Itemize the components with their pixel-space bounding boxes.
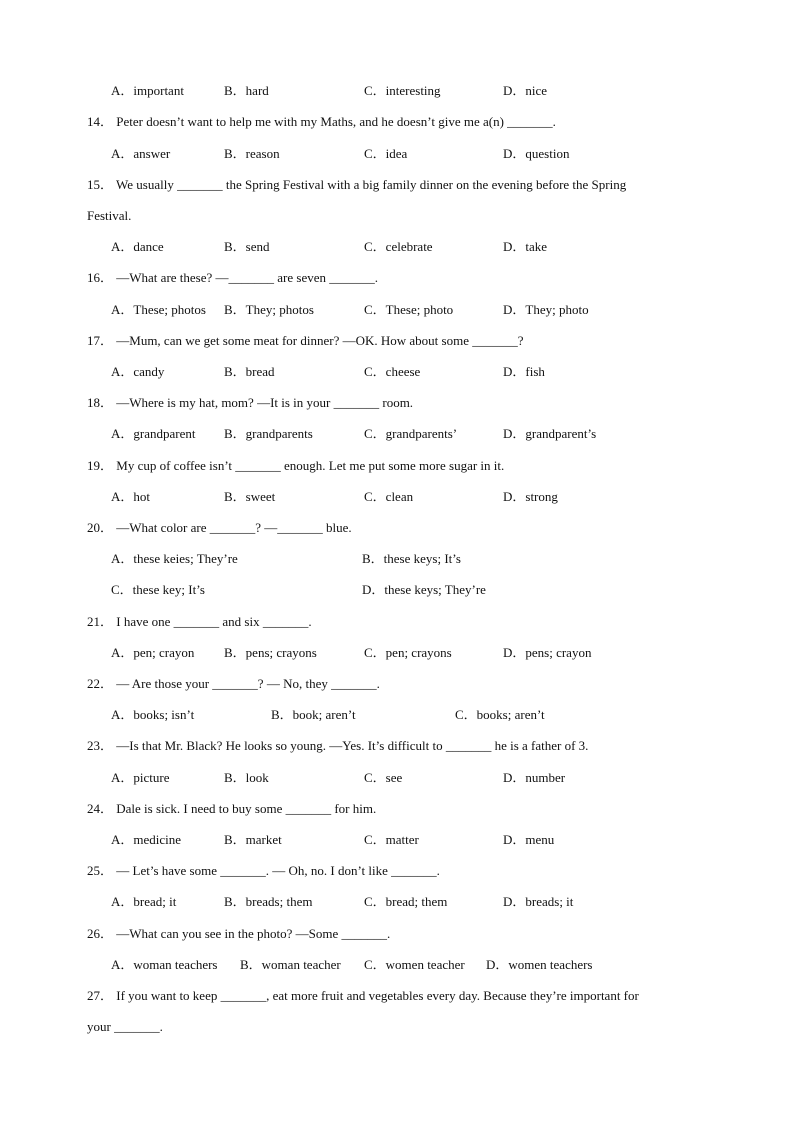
question-number: 26．: [87, 926, 114, 941]
question-stem: [87, 519, 352, 537]
option-letter: A．: [111, 239, 134, 254]
option-letter: B．: [224, 645, 246, 660]
question-stem: [87, 113, 556, 131]
option-letter: B．: [224, 83, 246, 98]
option-text: celebrate: [385, 239, 433, 254]
question-text: —What are these? —_______ are seven _______.: [116, 270, 378, 285]
option-text: idea: [385, 146, 408, 161]
option-letter: A．: [111, 894, 134, 909]
answer-option: [111, 82, 184, 100]
option-text: cheese: [385, 364, 421, 379]
option-text: dance: [133, 239, 164, 254]
option-text: These; photos: [133, 302, 206, 317]
question-number: 20．: [87, 520, 114, 535]
option-text: pens; crayons: [245, 645, 317, 660]
option-letter: C．: [364, 146, 386, 161]
answer-option: [503, 644, 591, 662]
option-text: interesting: [385, 83, 441, 98]
option-text: answer: [133, 146, 171, 161]
answer-option: [224, 644, 317, 662]
options-row: [0, 644, 794, 662]
option-letter: D．: [486, 957, 509, 972]
answer-option: [364, 893, 447, 911]
answer-option: [224, 893, 312, 911]
answer-option: [364, 145, 407, 163]
answer-option: [111, 425, 195, 443]
answer-option: [111, 644, 194, 662]
answer-option: [271, 706, 356, 724]
option-letter: B．: [224, 770, 246, 785]
option-text: number: [525, 770, 566, 785]
option-letter: D．: [503, 146, 526, 161]
options-row: [0, 769, 794, 787]
option-text: They; photos: [245, 302, 314, 317]
question-line: [0, 987, 794, 1005]
option-text: breads; them: [245, 894, 313, 909]
option-text: women teachers: [508, 957, 593, 972]
answer-option: [364, 644, 452, 662]
answer-option: [364, 82, 441, 100]
question-line: [0, 800, 794, 818]
answer-option: [111, 550, 238, 568]
question-line: [0, 332, 794, 350]
answer-option: [111, 581, 205, 599]
question-stem: [87, 613, 312, 631]
answer-option: [503, 301, 589, 319]
option-text: hot: [133, 489, 151, 504]
question-number: 27．: [87, 988, 114, 1003]
options-row: [0, 893, 794, 911]
answer-option: [503, 831, 554, 849]
answer-option: [111, 145, 170, 163]
question-number: 22．: [87, 676, 114, 691]
option-text: bread; them: [385, 894, 448, 909]
options-row: [0, 425, 794, 443]
option-letter: A．: [111, 364, 134, 379]
question-continuation-line: [0, 207, 794, 225]
options-row: [0, 956, 794, 974]
option-text: look: [245, 770, 269, 785]
question-continuation: Festival.: [87, 208, 132, 223]
answer-option: [224, 301, 314, 319]
option-letter: D．: [362, 582, 385, 597]
option-letter: A．: [111, 489, 134, 504]
answer-option: [111, 238, 164, 256]
option-letter: A．: [111, 832, 134, 847]
option-text: books; aren’t: [476, 707, 545, 722]
option-letter: C．: [364, 83, 386, 98]
question-continuation-line: [0, 1018, 794, 1036]
option-letter: B．: [224, 146, 246, 161]
option-letter: A．: [111, 645, 134, 660]
answer-option: [503, 425, 596, 443]
question-number: 21．: [87, 614, 114, 629]
answer-option: [224, 363, 275, 381]
answer-option: [224, 82, 269, 100]
option-letter: C．: [364, 770, 386, 785]
answer-option: [364, 831, 419, 849]
option-letter: C．: [364, 302, 386, 317]
question-text: I have one _______ and six _______.: [116, 614, 312, 629]
answer-option: [503, 893, 573, 911]
answer-option: [364, 488, 413, 506]
answer-option: [224, 769, 269, 787]
answer-option: [455, 706, 545, 724]
options-row: [0, 238, 794, 256]
answer-option: [111, 769, 169, 787]
option-text: take: [525, 239, 548, 254]
answer-option: [111, 831, 181, 849]
question-number: 17．: [87, 333, 114, 348]
answer-option: [486, 956, 593, 974]
option-text: pen; crayon: [133, 645, 195, 660]
question-line: [0, 113, 794, 131]
question-number: 19．: [87, 458, 114, 473]
question-continuation: your _______.: [87, 1019, 163, 1034]
answer-option: [364, 956, 465, 974]
question-stem: [87, 269, 378, 287]
question-stem: [87, 800, 376, 818]
options-row: [0, 301, 794, 319]
question-number: 15．: [87, 177, 114, 192]
question-text: My cup of coffee isn’t _______ enough. Let me put some more sugar in it.: [116, 458, 505, 473]
question-stem: [87, 987, 639, 1005]
answer-option: [224, 488, 275, 506]
question-stem: [87, 675, 380, 693]
option-letter: A．: [111, 707, 134, 722]
question-stem: [87, 332, 524, 350]
option-text: bread; it: [133, 894, 177, 909]
option-text: reason: [245, 146, 280, 161]
option-letter: B．: [224, 894, 246, 909]
answer-option: [503, 238, 547, 256]
option-letter: B．: [240, 957, 262, 972]
option-letter: D．: [503, 832, 526, 847]
option-text: fish: [525, 364, 545, 379]
option-letter: C．: [364, 894, 386, 909]
question-text: We usually _______ the Spring Festival with a big family dinner on the evening before the Spring: [116, 177, 627, 192]
question-stem: [87, 394, 413, 412]
answer-option: [224, 145, 280, 163]
question-text: — Let’s have some _______. — Oh, no. I don’t like _______.: [116, 863, 440, 878]
option-letter: B．: [362, 551, 384, 566]
question-line: [0, 862, 794, 880]
answer-option: [111, 706, 194, 724]
question-text: —Mum, can we get some meat for dinner? —OK. How about some _______?: [116, 333, 524, 348]
options-row: [0, 145, 794, 163]
option-text: grandparent: [133, 426, 196, 441]
option-text: woman teachers: [133, 957, 218, 972]
option-letter: D．: [503, 239, 526, 254]
question-text: Dale is sick. I need to buy some _______ for him.: [116, 801, 377, 816]
answer-option: [503, 82, 547, 100]
question-line: [0, 737, 794, 755]
option-text: pen; crayons: [385, 645, 452, 660]
option-letter: B．: [224, 426, 246, 441]
option-letter: A．: [111, 957, 134, 972]
option-letter: D．: [503, 894, 526, 909]
option-letter: A．: [111, 146, 134, 161]
options-row: [0, 363, 794, 381]
option-text: send: [245, 239, 270, 254]
option-text: strong: [525, 489, 558, 504]
answer-option: [364, 238, 433, 256]
option-text: woman teacher: [261, 957, 341, 972]
answer-option: [364, 769, 402, 787]
option-text: candy: [133, 364, 165, 379]
answer-option: [111, 363, 164, 381]
question-line: [0, 613, 794, 631]
question-number: 16．: [87, 270, 114, 285]
option-text: women teacher: [385, 957, 465, 972]
question-line: [0, 925, 794, 943]
answer-option: [224, 425, 313, 443]
option-text: They; photo: [525, 302, 589, 317]
answer-option: [364, 301, 453, 319]
options-row: [0, 82, 794, 100]
answer-option: [503, 488, 558, 506]
question-number: 25．: [87, 863, 114, 878]
question-line: [0, 457, 794, 475]
option-text: these keies; They’re: [133, 551, 238, 566]
question-line: [0, 675, 794, 693]
answer-option: [111, 956, 218, 974]
answer-option: [111, 301, 206, 319]
option-letter: C．: [111, 582, 133, 597]
option-text: grandparents’: [385, 426, 458, 441]
option-letter: A．: [111, 83, 134, 98]
answer-option: [111, 488, 150, 506]
option-letter: B．: [271, 707, 293, 722]
option-text: nice: [525, 83, 548, 98]
question-stem: [87, 862, 440, 880]
option-letter: B．: [224, 832, 246, 847]
answer-option: [224, 831, 282, 849]
question-text: —Where is my hat, mom? —It is in your _______ room.: [116, 395, 414, 410]
options-row: [0, 581, 794, 599]
question-text: —Is that Mr. Black? He looks so young. —Yes. It’s difficult to _______ he is a father of 3.: [116, 738, 589, 753]
answer-option: [503, 363, 545, 381]
question-stem: [87, 925, 390, 943]
option-letter: A．: [111, 770, 134, 785]
option-letter: C．: [364, 489, 386, 504]
question-text: —What color are _______? —_______ blue.: [116, 520, 352, 535]
answer-option: [364, 363, 420, 381]
question-stem: [87, 176, 626, 194]
option-text: question: [525, 146, 570, 161]
option-text: books; isn’t: [133, 707, 195, 722]
option-letter: B．: [224, 302, 246, 317]
question-stem: [87, 737, 588, 755]
question-text: If you want to keep _______, eat more fruit and vegetables every day. Because they’re important for: [116, 988, 639, 1003]
option-text: grandparents: [245, 426, 313, 441]
option-letter: D．: [503, 83, 526, 98]
option-letter: A．: [111, 426, 134, 441]
options-row: [0, 831, 794, 849]
option-text: breads; it: [525, 894, 574, 909]
option-text: bread: [245, 364, 275, 379]
options-row: [0, 706, 794, 724]
option-letter: D．: [503, 426, 526, 441]
option-text: pens; crayon: [525, 645, 592, 660]
answer-option: [362, 581, 486, 599]
option-text: menu: [525, 832, 555, 847]
option-text: see: [385, 770, 403, 785]
option-letter: C．: [364, 364, 386, 379]
option-text: these keys; They’re: [384, 582, 486, 597]
question-line: [0, 394, 794, 412]
option-text: hard: [245, 83, 269, 98]
question-stem: [87, 457, 504, 475]
option-text: sweet: [245, 489, 276, 504]
option-letter: D．: [503, 770, 526, 785]
option-letter: C．: [364, 426, 386, 441]
option-text: important: [133, 83, 184, 98]
question-line: [0, 269, 794, 287]
option-letter: A．: [111, 551, 134, 566]
option-letter: B．: [224, 489, 246, 504]
option-letter: C．: [364, 957, 386, 972]
question-number: 24．: [87, 801, 114, 816]
option-letter: D．: [503, 489, 526, 504]
option-text: market: [245, 832, 282, 847]
answer-option: [240, 956, 341, 974]
answer-option: [364, 425, 457, 443]
option-text: picture: [133, 770, 170, 785]
option-text: medicine: [133, 832, 182, 847]
option-letter: C．: [364, 832, 386, 847]
option-text: clean: [385, 489, 414, 504]
question-text: —What can you see in the photo? —Some _______.: [116, 926, 391, 941]
question-number: 23．: [87, 738, 114, 753]
option-letter: A．: [111, 302, 134, 317]
option-text: these key; It’s: [132, 582, 205, 597]
option-text: These; photo: [385, 302, 454, 317]
question-line: [0, 176, 794, 194]
options-row: [0, 550, 794, 568]
option-text: these keys; It’s: [383, 551, 461, 566]
question-text: Peter doesn’t want to help me with my Maths, and he doesn’t give me a(n) _______.: [116, 114, 556, 129]
answer-option: [362, 550, 461, 568]
answer-option: [111, 893, 176, 911]
answer-option: [503, 769, 565, 787]
question-line: [0, 519, 794, 537]
answer-option: [224, 238, 270, 256]
option-letter: B．: [224, 239, 246, 254]
question-number: 14．: [87, 114, 114, 129]
option-letter: D．: [503, 364, 526, 379]
option-letter: C．: [364, 239, 386, 254]
option-letter: B．: [224, 364, 246, 379]
option-letter: C．: [364, 645, 386, 660]
question-number: 18．: [87, 395, 114, 410]
option-text: matter: [385, 832, 419, 847]
answer-option: [503, 145, 569, 163]
option-letter: D．: [503, 645, 526, 660]
options-row: [0, 488, 794, 506]
question-text: — Are those your _______? — No, they _______.: [116, 676, 380, 691]
option-text: grandparent’s: [525, 426, 597, 441]
option-text: book; aren’t: [292, 707, 356, 722]
option-letter: C．: [455, 707, 477, 722]
option-letter: D．: [503, 302, 526, 317]
